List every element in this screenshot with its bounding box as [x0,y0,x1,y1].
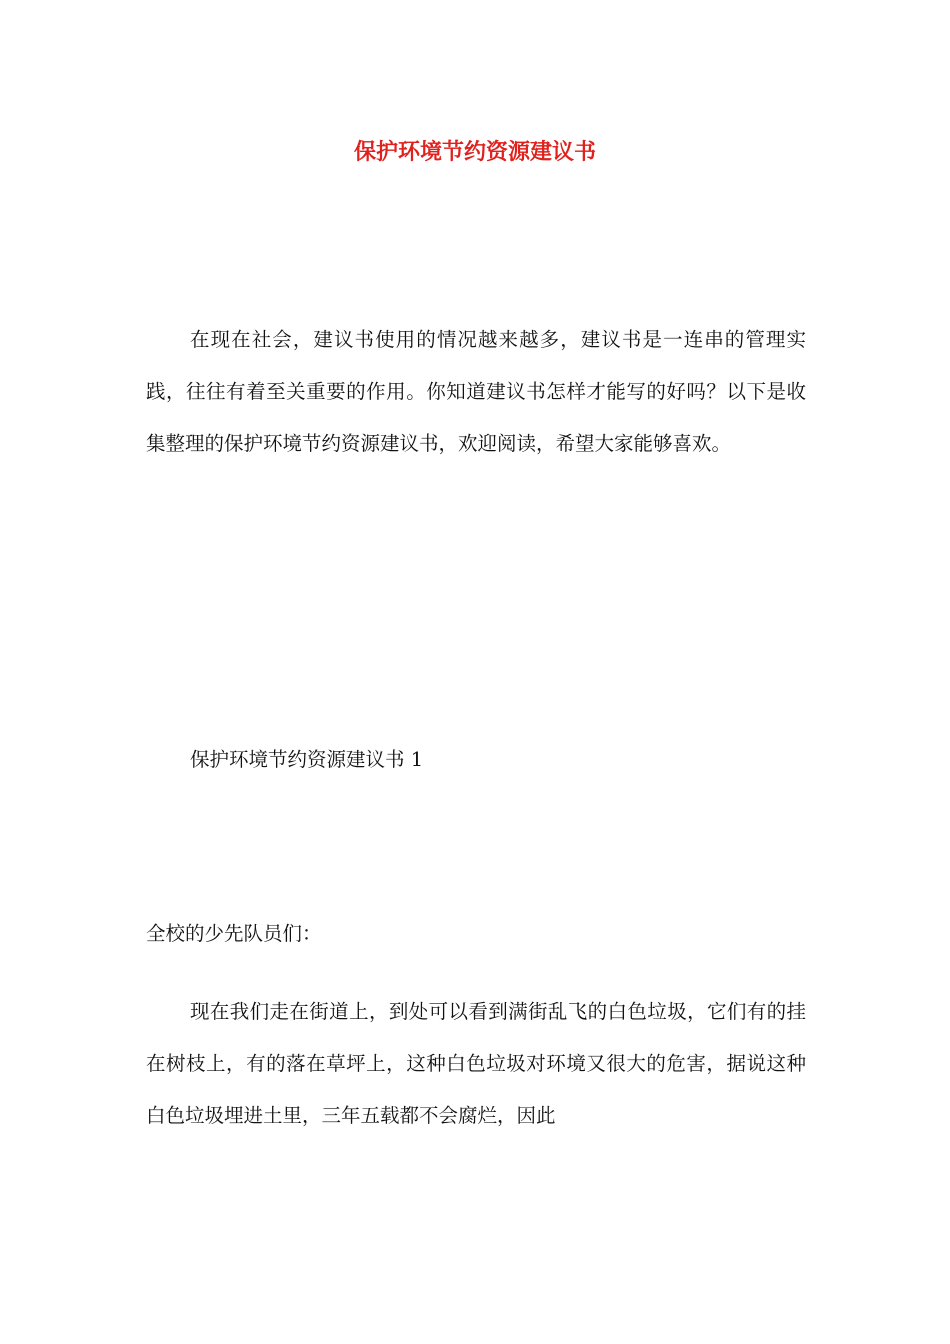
document-title: 保护环境节约资源建议书 [353,139,596,165]
intro-paragraph: 在现在社会，建议书使用的情况越来越多，建议书是一连串的管理实践，往往有着至关重要的作用。你知道建议书怎样才能写的好吗？以下是收集整理的保护环境节约资源建议书，欢迎阅读，希望大家能够喜欢。 [146,328,806,455]
section-heading: 保护环境节约资源建议书 1 [190,748,424,771]
salutation: 全校的少先队员们： [146,922,322,945]
body-paragraph: 现在我们走在街道上，到处可以看到满街乱飞的白色垃圾，它们有的挂在树枝上，有的落在草坪上，这种白色垃圾对环境又很大的危害，据说这种白色垃圾埋进土里，三年五载都不会腐烂，因此 [146,1000,806,1127]
